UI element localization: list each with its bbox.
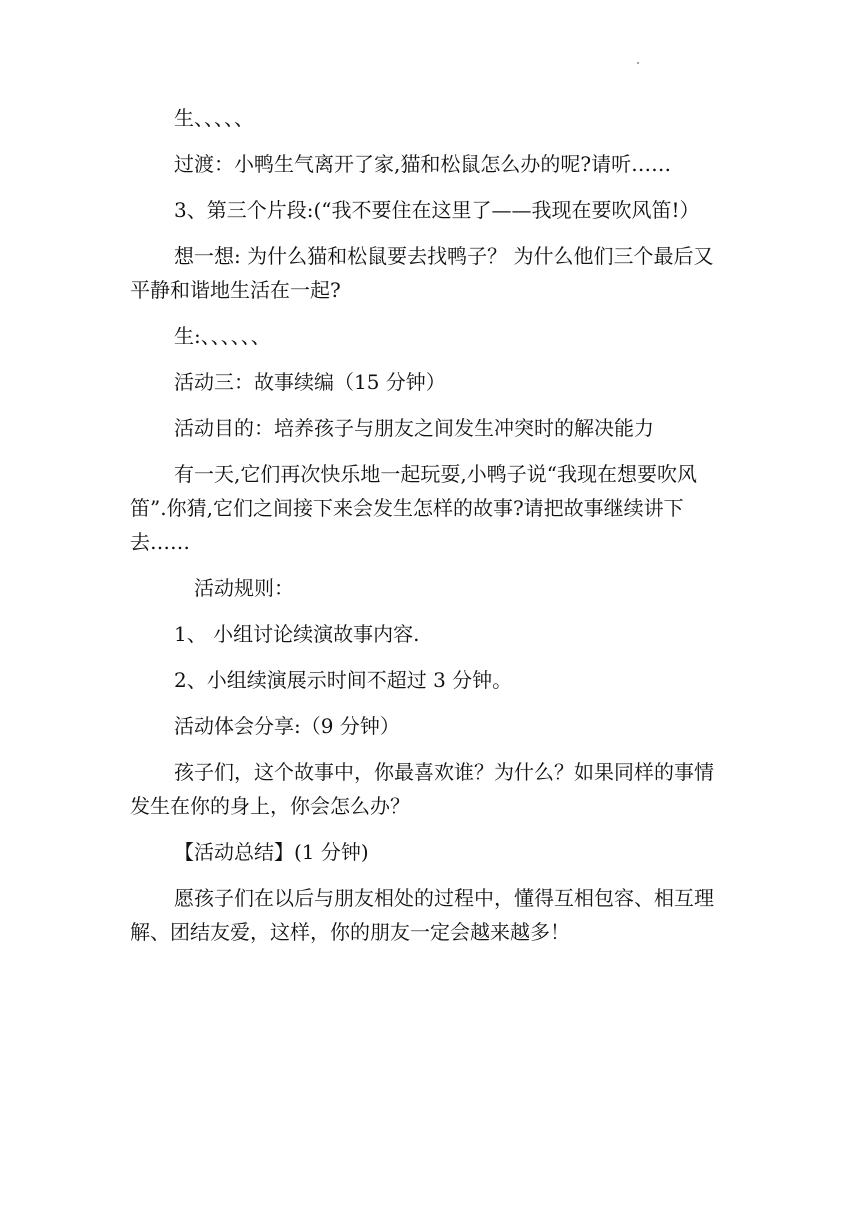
document-body — [130, 101, 730, 961]
paragraph-think-question: 想一想: 为什么猫和松鼠要去找鸭子？ 为什么他们三个最后又平静和谐地生活在一起? — [130, 244, 714, 302]
paragraph-rule-1: 1、 小组讨论续演故事内容. — [174, 622, 420, 646]
paragraph-rule-2: 2、小组续演展示时间不超过 3 分钟。 — [174, 668, 513, 692]
paragraph-activity-three-heading: 活动三：故事续编（15 分钟） — [174, 370, 446, 394]
paragraph-activity-rules-heading: 活动规则： — [194, 576, 294, 600]
paragraph-sharing-heading: 活动体会分享:（9 分钟） — [174, 714, 400, 738]
paragraph-summary-text: 愿孩子们在以后与朋友相处的过程中，懂得互相包容、相互理解、团结友爱，这样，你的朋友一定会越来越多！ — [130, 886, 714, 944]
paragraph-student-response: 生、、、、、 — [174, 106, 254, 130]
paragraph-student-response-2: 生:、、、、、、 — [174, 324, 271, 348]
paragraph-activity-goal: 活动目的：培养孩子与朋友之间发生冲突时的解决能力 — [174, 416, 654, 440]
paragraph-sharing-questions: 孩子们，这个故事中，你最喜欢谁？为什么？如果同样的事情发生在你的身上，你会怎么办？ — [130, 760, 714, 818]
paragraph-summary-heading: 【活动总结】(1 分钟) — [174, 840, 369, 864]
paragraph-transition: 过渡：小鸭生气离开了家,猫和松鼠怎么办的呢?请听…… — [174, 152, 672, 176]
paragraph-story-prompt: 有一天,它们再次快乐地一起玩耍,小鸭子说“我现在想要吹风笛”.你猜,它们之间接下来会发生怎样的故事?请把故事继续讲下去…… — [130, 462, 697, 554]
page-marker-dot — [637, 62, 639, 64]
paragraph-third-segment: 3、第三个片段:(“我不要住在这里了——我现在要吹风笛!） — [174, 198, 700, 222]
